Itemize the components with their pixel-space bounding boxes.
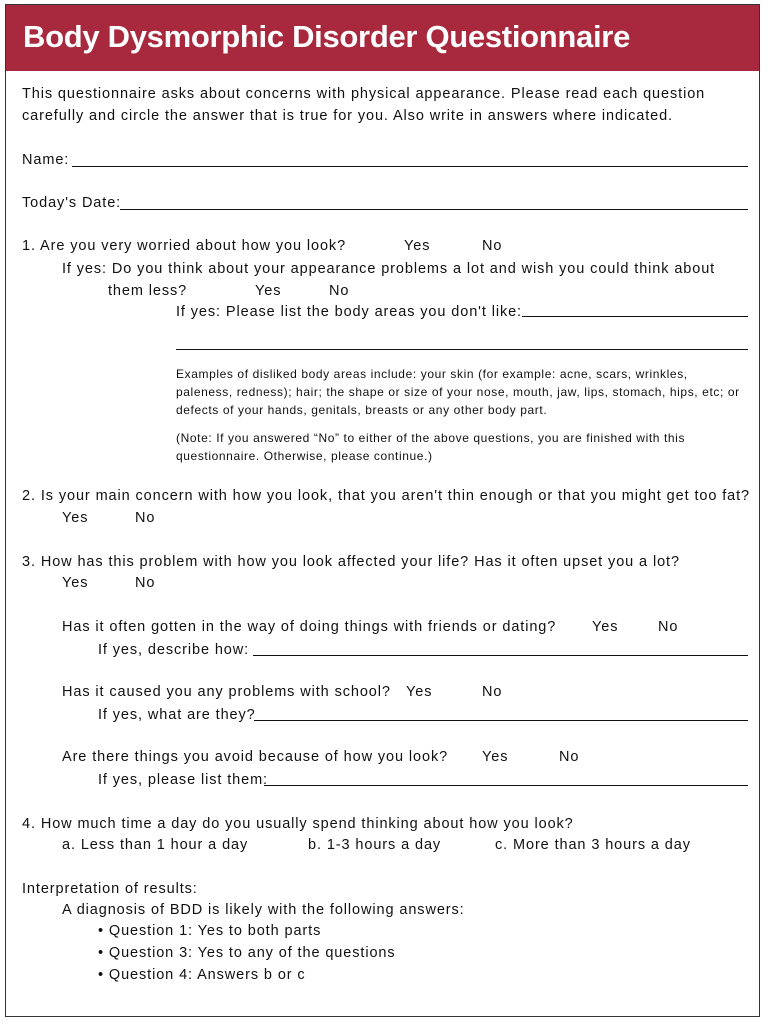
question-1-followup-yes[interactable]: Yes [255,283,282,299]
question-4-option-b[interactable]: b. 1-3 hours a day [308,837,442,853]
note-text-line-2: questionnaire. Otherwise, please continue.) [176,449,433,463]
question-3c-no[interactable]: No [559,749,580,765]
question-1-yes[interactable]: Yes [404,238,431,254]
question-3c-text: Are there things you avoid because of how you look? [62,749,449,765]
intro-text-line-1: This questionnaire asks about concerns with physical appearance. Please read each question [22,86,706,102]
question-3-no[interactable]: No [135,575,156,591]
title-banner [6,5,759,71]
note-text-line-1: (Note: If you answered “No” to either of the above questions, you are finished with this [176,431,686,445]
question-3-text: 3. How has this problem with how you look affected your life? Has it often upset you a lot? [22,554,680,570]
interpretation-title: Interpretation of results: [22,881,198,897]
question-3a-yes[interactable]: Yes [592,619,619,635]
body-areas-label: If yes: Please list the body areas you don't like: [176,304,522,320]
interpretation-item: • Question 1: Yes to both parts [98,924,321,939]
name-label: Name: [22,152,70,168]
question-1-followup-no[interactable]: No [329,283,350,299]
question-3a-no[interactable]: No [658,619,679,635]
name-field[interactable] [72,166,748,167]
examples-text-line-3: defects of your hands, genitals, breasts or any other body part. [176,403,548,417]
page-title: Body Dysmorphic Disorder Questionnaire [23,19,631,54]
date-label: Today's Date: [22,195,122,211]
page-border [5,4,760,1017]
question-1-text: 1. Are you very worried about how you look? [22,238,347,254]
question-2-yes[interactable]: Yes [62,510,89,526]
question-3c-prompt: If yes, please list them: [98,772,268,788]
body-areas-field-extra[interactable] [176,349,748,350]
question-4-option-a[interactable]: a. Less than 1 hour a day [62,837,249,853]
question-3c-yes[interactable]: Yes [482,749,509,765]
intro-text-line-2: carefully and circle the answer that is true for you. Also write in answers where indicated. [22,108,673,124]
interpretation-item: • Question 4: Answers b or c [98,968,306,983]
question-1-followup-line-1: If yes: Do you think about your appearance problems a lot and wish you could think about [62,261,716,277]
question-3-yes[interactable]: Yes [62,575,89,591]
examples-text-line-2: paleness, redness); hair; the shape or size of your nose, mouth, jaw, lips, stomach, hips, etc; or [176,385,740,399]
question-3c-field[interactable] [264,785,748,786]
question-1-no[interactable]: No [482,238,503,254]
question-3b-text: Has it caused you any problems with school? [62,684,391,700]
question-3a-text: Has it often gotten in the way of doing things with friends or dating? [62,619,557,635]
question-3a-field[interactable] [253,655,748,656]
examples-text-line-1: Examples of disliked body areas include: your skin (for example: acne, scars, wrinkles, [176,367,688,381]
question-2-text: 2. Is your main concern with how you look, that you aren't thin enough or that you might get too fat? [22,488,751,504]
question-3a-prompt: If yes, describe how: [98,642,250,658]
question-2-no[interactable]: No [135,510,156,526]
question-1-followup-line-2: them less? [108,283,188,299]
body-areas-field[interactable] [522,316,748,317]
interpretation-subtitle: A diagnosis of BDD is likely with the following answers: [62,902,465,918]
interpretation-item: • Question 3: Yes to any of the questions [98,946,396,961]
question-4-text: 4. How much time a day do you usually spend thinking about how you look? [22,816,574,832]
question-3b-no[interactable]: No [482,684,503,700]
question-3b-field[interactable] [254,720,748,721]
question-4-option-c[interactable]: c. More than 3 hours a day [495,837,691,853]
date-field[interactable] [120,209,748,210]
question-3b-prompt: If yes, what are they? [98,707,256,723]
question-3b-yes[interactable]: Yes [406,684,433,700]
